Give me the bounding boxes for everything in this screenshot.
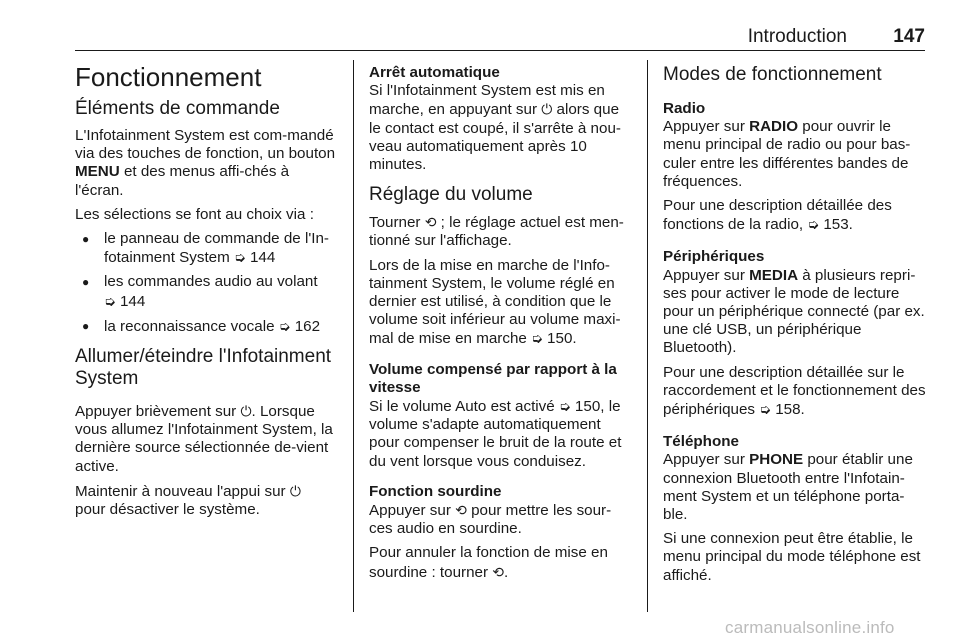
page-ref: 162 <box>294 317 321 335</box>
auto-off-text: Si l'Infotainment System est mis en marche, en appuyant sur ⏻ alors que le contact est coupé, il s'arrête à nou-veau automatiquement après 10 minutes. <box>369 82 621 174</box>
ref-icon: ➭ <box>807 216 820 233</box>
knob-icon: ⟲ <box>455 502 467 519</box>
controls-intro: L'Infotainment System est com-mandé via des touches de fonction, un bouton MENU et des menus affi-chés à l'écran. <box>75 127 336 199</box>
choice-text: Les sélections se font au choix via : <box>75 205 314 223</box>
column-divider <box>647 60 648 612</box>
page-title: Fonctionnement <box>75 62 262 92</box>
ref-icon: ➭ <box>531 330 543 347</box>
modes-heading: Modes de fonctionnement <box>663 64 882 85</box>
list-item: ● la reconnaissance vocale ➭ 162 <box>75 317 337 336</box>
power-text-2: Maintenir à nouveau l'appui sur ⏻ pour désactiver le système. <box>75 482 301 519</box>
page-ref: 144 <box>249 249 276 267</box>
page-ref: 153. <box>823 216 853 234</box>
peripherals-text-2: Pour une description détaillée sur le raccordement et le fonctionnement des périphériques ➭ 158. <box>663 363 926 419</box>
power-text-1: Appuyer brièvement sur ⏻. Lorsque vous allumez l'Infotainment System, la dernière source sélectionnée de-vient active. <box>75 403 333 475</box>
ref-icon: ➭ <box>558 398 571 415</box>
header-rule <box>75 50 925 51</box>
mute-text-2: Pour annuler la fonction de mise en sourdine : tourner ⟲. <box>369 544 608 581</box>
list-item: ● les commandes audio au volant ➭ 144 <box>75 273 337 310</box>
auto-off-heading: Arrêt automatique <box>369 64 500 81</box>
column-right <box>663 60 926 591</box>
ref-icon: ➭ <box>234 249 246 266</box>
page-number: 147 <box>893 26 925 47</box>
radio-key: RADIO <box>749 118 799 136</box>
speed-volume-text: Si le volume Auto est activé ➭ 150, le volume s'adapte automatiquement pour compenser le bruit de la route et du vent lorsque vous conduisez. <box>369 398 622 470</box>
peripherals-heading: Périphériques <box>663 248 765 266</box>
mute-text-1: Appuyer sur ⟲ pour mettre les sour-ces audio en sourdine. <box>369 502 612 538</box>
section-title: Introduction <box>747 26 847 47</box>
radio-text-2: Pour une description détaillée des fonctions de la radio, ➭ 153. <box>663 197 892 234</box>
speed-volume-block <box>369 361 633 471</box>
speed-volume-heading: Volume compensé par rapport à la vitesse <box>369 360 617 396</box>
ref-icon: ➭ <box>104 292 116 309</box>
volume-text-1: Tourner ⟲ ; le réglage actuel est men-tionné sur l'affichage. <box>369 214 624 250</box>
page-ref: 150. <box>547 330 577 348</box>
controls-list <box>75 230 337 336</box>
mute-heading: Fonction sourdine <box>369 482 502 500</box>
power-heading: Allumer/éteindre l'Infotainment System <box>75 346 332 390</box>
ref-icon: ➭ <box>278 317 291 334</box>
power-icon: ⏻ <box>240 403 252 420</box>
page-ref: 150 <box>574 398 601 416</box>
media-key: MEDIA <box>749 266 799 284</box>
page-ref: 158. <box>775 401 805 419</box>
phone-text-1: Appuyer sur PHONE pour établir une connexion Bluetooth entre l'Infotain-ment System et un téléphone porta-ble. <box>663 451 913 524</box>
radio-heading: Radio <box>663 100 706 117</box>
page-header <box>75 26 925 50</box>
volume-heading: Réglage du volume <box>369 184 533 206</box>
knob-icon: ⟲ <box>424 214 437 231</box>
column-middle <box>369 60 633 588</box>
power-icon: ⏻ <box>541 101 553 118</box>
auto-off-block <box>369 64 633 174</box>
column-divider <box>353 60 354 612</box>
ref-icon: ➭ <box>759 401 771 418</box>
radio-text-1: Appuyer sur RADIO pour ouvrir le menu principal de radio ou pour bas-culer entre les différentes bandes de fréquences. <box>663 118 911 190</box>
phone-heading: Téléphone <box>663 433 739 451</box>
list-item: ● le panneau de commande de l'In-fotainment System ➭ 144 <box>75 230 337 267</box>
menu-key: MENU <box>75 163 120 181</box>
column-left <box>75 60 337 525</box>
peripherals-text-1: Appuyer sur MEDIA à plusieurs repri-ses pour activer le mode de lecture pour un périphérique connecté (par ex. une clé USB, un périphérique Bluetooth). <box>663 266 925 357</box>
volume-text-2: Lors de la mise en marche de l'Info-tainment System, le volume réglé en dernier est utilisé, à condition que le volume soit inférieur au volume maxi-mal de mise en marche ➭ 150. <box>369 256 621 348</box>
power-icon: ⏻ <box>289 482 301 499</box>
page-ref: 144 <box>119 292 146 310</box>
phone-key: PHONE <box>749 451 804 469</box>
controls-heading: Éléments de commande <box>75 98 280 119</box>
knob-icon: ⟲ <box>492 563 504 580</box>
watermark: carmanualsonline.info <box>725 618 895 637</box>
phone-text-2: Si une connexion peut être établie, le menu principal du mode téléphone est affiché. <box>663 530 921 584</box>
